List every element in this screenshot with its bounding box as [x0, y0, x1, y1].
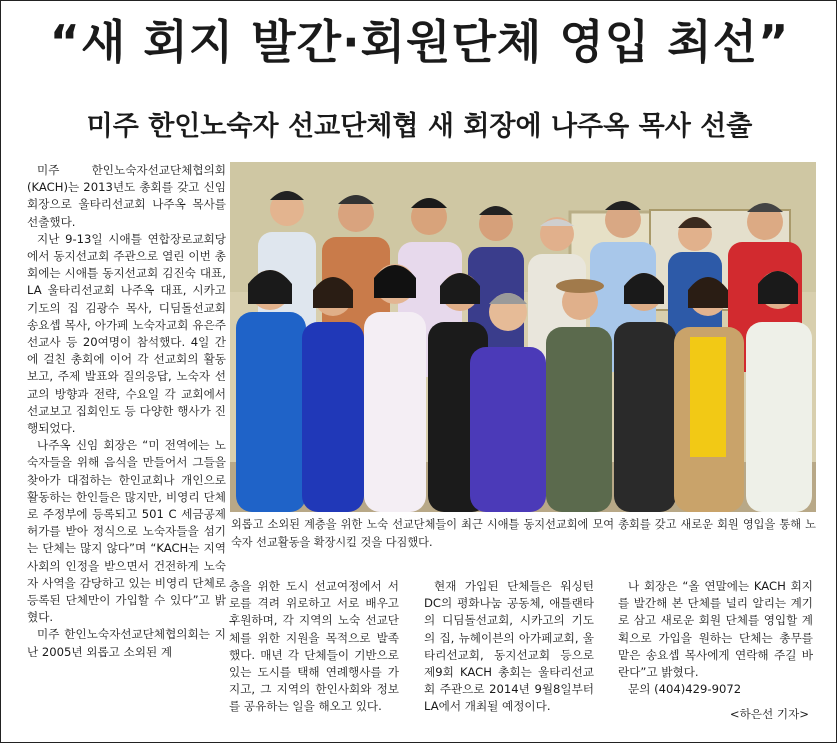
article-paragraph: 지난 9-13일 시애틀 연합장로교회당에서 동지선교회 주관으로 열린 이번 총회에는 시애틀 동지선교회 김진숙 대표, LA 울타리선교회 나주옥 대표, 시카고 기도의 집 김광수 목사, 디딤돌선교회 송요셉 목사, 아가페 노숙자교회 유은주 선교사 등 20여명이 참석했다. 4일 간에 걸친 총회에 이어 각 선교회의 활동보고, 주제 발표와 질의응답, 노숙자 선교의 방향과 전략, 수요일 각 교회에서 선교보고 집회인도 등 다양한 행사가 진행되었다.	[27, 231, 226, 436]
article-column-bottom-1	[229, 578, 399, 716]
article-paragraph: 미주 한인노숙자선교단체협의회는 지난 2005년 외롭고 소외된 계	[27, 627, 226, 659]
group-photo	[230, 162, 816, 512]
article-paragraph: 나주옥 신임 회장은 “미 전역에는 노숙자들을 위해 음식을 만들어서 그들을 찾아가 대접하는 한인교회나 개인으로 활동하는 한인들은 많지만, 비영리 단체로 주정부에 등록되고 501 C 세금공제 허가를 받아 정식으로 노숙자들을 섬기는 단체는 많지 않다”며 “KACH는 지역 사회의 인정을 받으면서 건전하게 노숙자 사역을 감당하고 있는 비영리 단체로 등록된 단체만이 가입할 수 있다”고 밝혔다.	[27, 438, 226, 625]
people-front-row	[236, 264, 812, 512]
headline: “새 회지 발간·회원단체 영입 최선”	[49, 15, 790, 69]
photo-caption: 외롭고 소외된 계층을 위한 노숙 선교단체들이 최근 시애틀 동지선교회에 모여 총회를 갖고 새로운 회원 영입을 통해 노숙자 선교활동을 확장시킬 것을 다짐했다.	[231, 518, 816, 549]
group-photo-illustration	[230, 162, 816, 512]
article-column-bottom-2	[424, 578, 594, 716]
article-paragraph: 나 회장은 “올 연말에는 KACH 회지를 발간해 본 단체를 널리 알리는 계기로 삼고 새로운 회원 단체를 영입할 계획으로 가입을 원하는 단체는 총무를 맡은 송요셉 목사에게 연락해 주길 바란다”고 밝혔다.	[618, 579, 813, 680]
article-paragraph: 층을 위한 도시 선교여정에서 서로를 격려 위로하고 서로 배우고 후원하며, 각 지역의 노숙 선교단체를 위한 지원을 목적으로 발족했다. 매년 각 단체들이 기반으로 있는 도시를 택해 연례행사를 가지고, 그 지역의 한인사회와 정보를 공유하는 일을 해오고 있다.	[229, 579, 399, 714]
article-column-bottom-3	[618, 578, 813, 698]
article-column-left	[27, 162, 226, 661]
article-paragraph: 현재 가입된 단체들은 워싱턴 DC의 평화나눔 공동체, 애틀랜타의 디딤돌선교회, 시카고의 기도의 집, 뉴헤이븐의 아가페교회, 울타리선교회, 동지선교회 등으로 제9회 KACH 총회는 울타리선교회 주관으로 2014년 9월8일부터 LA에서 개최될 예정이다.	[424, 579, 594, 714]
contact-info: 문의 (404)429-9072	[628, 682, 742, 697]
byline: <하은선 기자>	[729, 707, 809, 721]
article-paragraph: 미주 한인노숙자선교단체협의회(KACH)는 2013년도 총회를 갖고 신임 회장으로 울타리선교회 나주옥 목사를 선출했다.	[27, 163, 226, 229]
subheadline: 미주 한인노숙자 선교단체협 새 회장에 나주옥 목사 선출	[86, 111, 753, 142]
